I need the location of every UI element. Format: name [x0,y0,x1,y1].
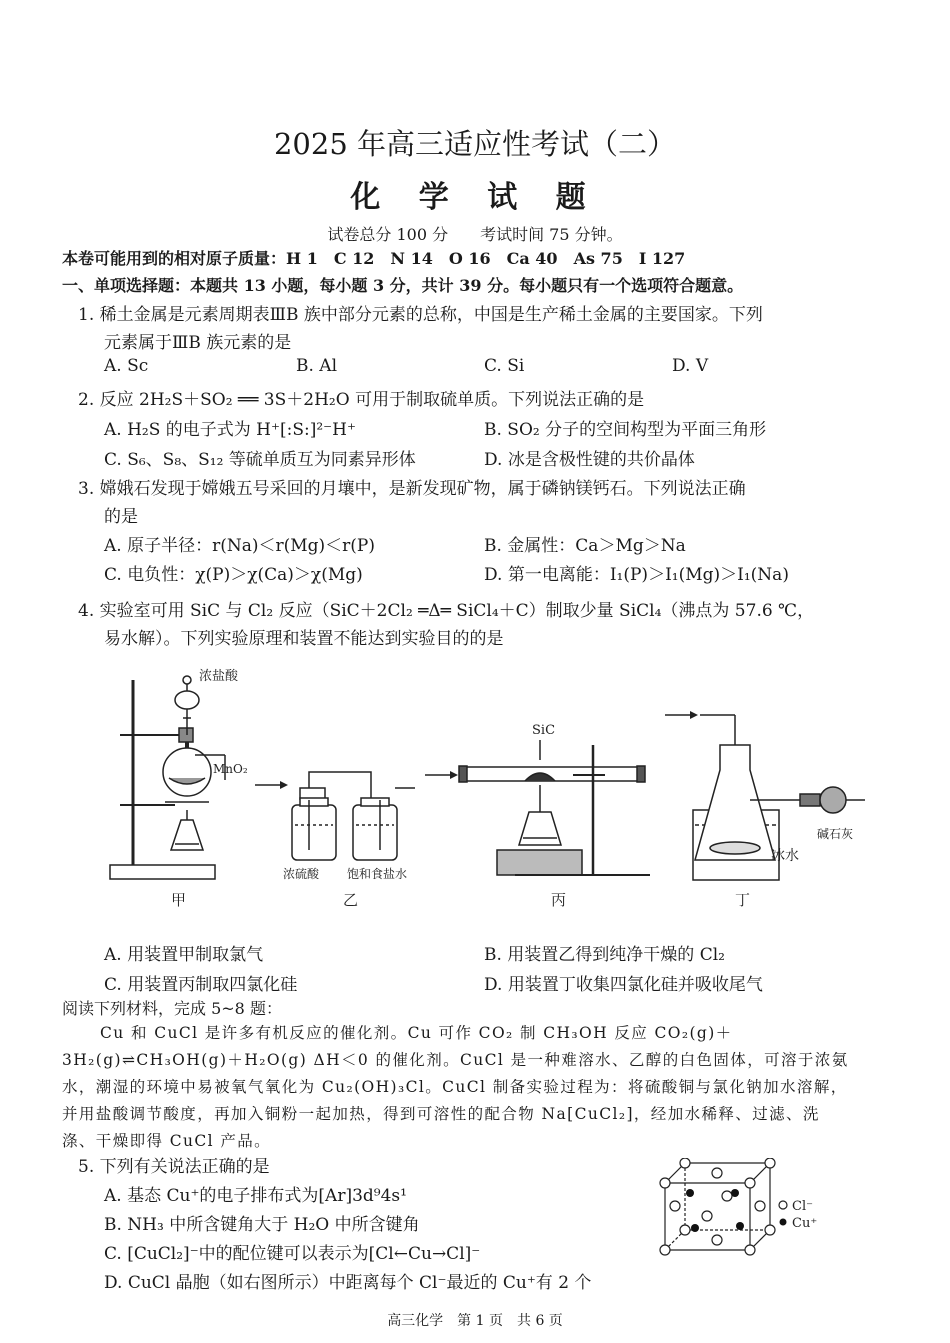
q2-option-c[interactable]: C. S₆、S₈、S₁₂ 等硫单质互为同素异形体 [104,450,416,470]
q3-option-a[interactable]: A. 原子半径：r(Na)＜r(Mg)＜r(P) [104,536,375,556]
label-mno2: MnO₂ [213,762,248,776]
q3-option-b[interactable]: B. 金属性：Ca＞Mg＞Na [484,536,686,556]
label-ding: 丁 [735,891,751,909]
legend-cu: Cu⁺ [792,1216,818,1231]
q3-stem-line2: 的是 [104,507,138,527]
q5-option-b[interactable]: B. NH₃ 中所含键角大于 H₂O 中所含键角 [104,1215,420,1235]
apparatus-bing [425,740,650,875]
q1-option-c[interactable]: C. Si [484,356,525,376]
q2-stem: 2. 反应 2H₂S＋SO₂ ══ 3S＋2H₂O 可用于制取硫单质。下列说法正确的是 [78,390,645,410]
q5-option-a[interactable]: A. 基态 Cu⁺的电子排布式为[Ar]3d⁹4s¹ [104,1186,407,1206]
label-conc-h2so4: 浓硫酸 [283,867,320,881]
apparatus-jia [110,676,225,879]
label-ice-water: 冰水 [771,848,799,864]
label-sic: SiC [532,723,556,738]
subject-title: 化 学 试 题 [350,180,600,215]
q4-stem-line1: 4. 实验室可用 SiC 与 Cl₂ 反应（SiC＋2Cl₂ ═Δ═ SiCl₄＋C）制取少量 SiCl₄（沸点为 57.6 ℃， [78,601,815,621]
q1-stem-line1: 1. 稀土金属是元素周期表ⅢB 族中部分元素的总称，中国是生产稀土金属的主要国家。下列 [78,305,763,325]
label-soda-lime: 碱石灰 [817,827,854,841]
q2-option-d[interactable]: D. 冰是含极性键的共价晶体 [484,450,695,470]
legend-cl: Cl⁻ [792,1199,813,1214]
atomic-masses: 本卷可能用到的相对原子质量：H 1 C 12 N 14 O 16 Ca 40 As 75 I 127 [62,249,686,268]
label-conc-hcl: 浓盐酸 [199,669,239,684]
reading-intro: 阅读下列材料，完成 5~8 题： [62,999,282,1018]
cucl-unit-cell [655,1158,835,1258]
q3-option-d[interactable]: D. 第一电离能：I₁(P)＞I₁(Mg)＞I₁(Na) [484,565,789,585]
q2-option-a[interactable]: A. H₂S 的电子式为 H⁺[:S:]²⁻H⁺ [104,420,356,440]
page-footer: 高三化学 第 1 页 共 6 页 [387,1313,563,1329]
q1-option-d[interactable]: D. V [672,356,709,376]
q4-option-d[interactable]: D. 用装置丁收集四氯化硅并吸收尾气 [484,975,763,995]
q3-option-c[interactable]: C. 电负性：χ(P)＞χ(Ca)＞χ(Mg) [104,565,363,585]
apparatus-yi [255,772,415,860]
q1-option-b[interactable]: B. Al [296,356,338,376]
reading-text: Cu 和 CuCl 是许多有机反应的催化剂。Cu 可作 CO₂ 制 CH₃OH 反应 CO₂(g)＋3H₂(g)⇌CH₃OH(g)＋H₂O(g) ΔH＜0 的催化剂。CuCl 是一种难溶水、乙醇的白色固体，可溶于浓氨水，潮湿的环境中易被氧气氧化为 Cu₂(OH)₃Cl。CuCl 制备实验过程为：将硫酸铜与氯化钠加水溶解，并用盐酸调节酸度，再加入铜粉一起加热，得到可溶性的配合物 Na[CuCl₂]，经加水稀释、过滤、洗涤、干燥即得 CuCl 产品。 [62,1024,849,1150]
apparatus-ding [665,711,865,880]
q3-stem-line1: 3. 嫦娥石发现于嫦娥五号采回的月壤中，是新发现矿物，属于磷钠镁钙石。下列说法正确 [78,479,746,499]
label-yi: 乙 [343,891,359,909]
exam-title: 2025 年高三适应性考试（二） [273,127,677,161]
q1-stem-line2: 元素属于ⅢB 族元素的是 [104,333,292,353]
q4-stem-line2: 易水解）。下列实验原理和装置不能达到实验目的的是 [104,629,504,649]
q5-stem: 5. 下列有关说法正确的是 [78,1157,270,1177]
section-heading: 一、单项选择题：本题共 13 小题，每小题 3 分，共计 39 分。每小题只有一个选项符合题意。 [62,276,744,295]
q1-option-a[interactable]: A. Sc [104,356,149,376]
label-sat-nacl: 饱和食盐水 [347,867,408,881]
label-bing: 丙 [551,891,567,909]
apparatus-figure [95,660,885,915]
q2-option-b[interactable]: B. SO₂ 分子的空间构型为平面三角形 [484,420,767,440]
q4-option-c[interactable]: C. 用装置丙制取四氯化硅 [104,975,298,995]
label-jia: 甲 [171,891,187,909]
q4-option-b[interactable]: B. 用装置乙得到纯净干燥的 Cl₂ [484,945,725,965]
q5-option-d[interactable]: D. CuCl 晶胞（如右图所示）中距离每个 Cl⁻最近的 Cu⁺有 2 个 [104,1273,592,1293]
q5-option-c[interactable]: C. [CuCl₂]⁻中的配位键可以表示为[Cl←Cu→Cl]⁻ [104,1244,481,1264]
q4-option-a[interactable]: A. 用装置甲制取氯气 [104,945,264,965]
exam-meta: 试卷总分 100 分 考试时间 75 分钟。 [327,225,623,244]
